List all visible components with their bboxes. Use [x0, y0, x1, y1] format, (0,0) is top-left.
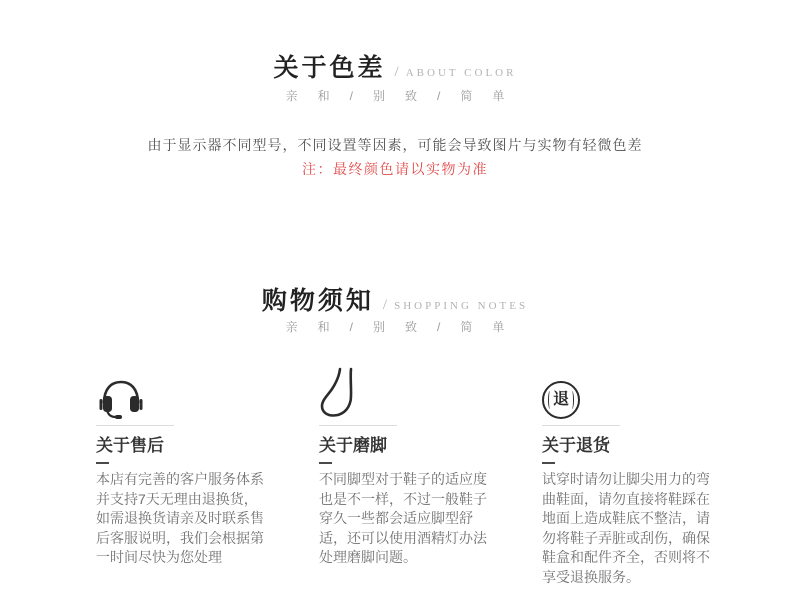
- return-stamp-icon: [542, 381, 580, 419]
- column-heading: 关于售后: [96, 436, 164, 455]
- shopping-notes-section: [0, 289, 790, 587]
- column-divider: [319, 425, 397, 426]
- title-separator-slash: /: [394, 64, 399, 80]
- notes-columns: [96, 367, 718, 587]
- column-divider: [542, 425, 620, 426]
- column-heading: 关于磨脚: [319, 436, 387, 455]
- column-body-text: 不同脚型对于鞋子的适应度也是不一样，不过一般鞋子穿久一些都会适应脚型舒适，还可以使用酒精灯办法处理磨脚问题。: [319, 471, 487, 566]
- stamp-character: 退: [552, 391, 569, 408]
- return-icon-box: [542, 367, 712, 419]
- heading-dash: [542, 462, 555, 464]
- heading-dash: [96, 462, 109, 464]
- column-divider: [96, 425, 174, 426]
- about-color-section: [0, 0, 790, 176]
- section-title-cn: 购物须知: [261, 288, 374, 315]
- foot-icon-box: [319, 367, 489, 419]
- foot-rubbing-column: [319, 367, 489, 587]
- heading-dash: [319, 462, 332, 464]
- color-difference-description: 由于显示器不同型号，不同设置等因素，可能会导致图片与实物有轻微色差: [147, 137, 643, 153]
- foot-icon: [319, 367, 357, 419]
- brand-tagline: 亲和/别致/简单: [285, 89, 525, 103]
- section-title-cn: 关于色差: [273, 55, 386, 82]
- after-sales-icon-box: [96, 367, 266, 419]
- column-heading: 关于退货: [542, 436, 610, 455]
- section-title-en: ABOUT COLOR: [405, 67, 517, 79]
- headset-icon: [96, 379, 146, 419]
- shopping-notes-header: [0, 289, 790, 314]
- title-separator-slash: /: [382, 297, 388, 313]
- returns-column: [542, 367, 712, 587]
- color-note: 注：最终颜色请以实物为准: [302, 161, 488, 177]
- tagline-row: [0, 90, 790, 102]
- about-color-header: [0, 56, 790, 81]
- section-title-en: SHOPPING NOTES: [394, 300, 529, 312]
- brand-tagline: 亲和/别致/简单: [285, 320, 525, 334]
- after-sales-column: [96, 367, 266, 587]
- tagline-row: [0, 321, 790, 333]
- column-body-text: 试穿时请勿让脚尖用力的弯曲鞋面，请勿直接将鞋踩在地面上造成鞋底不整洁，请勿将鞋子弄脏或刮伤，确保鞋盒和配件齐全，否则将不享受退换服务。: [542, 471, 710, 585]
- stamp-left-mark: [548, 391, 552, 409]
- column-body-text: 本店有完善的客户服务体系并支持7天无理由退换货，如需退换货请亲及时联系售后客服说明，我们会根据第一时间尽快为您处理: [96, 471, 264, 566]
- stamp-right-mark: [570, 391, 574, 409]
